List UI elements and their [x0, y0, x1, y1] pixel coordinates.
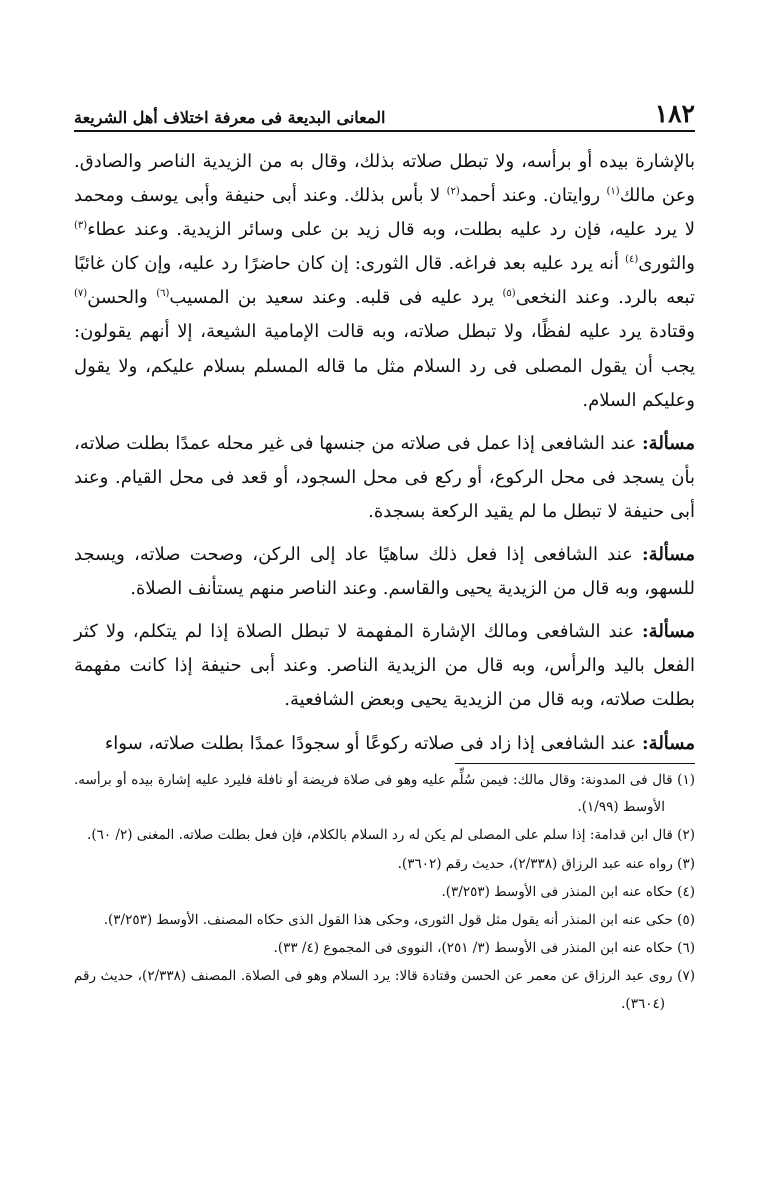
- paragraph-5: [74, 727, 695, 761]
- issue-label: مسألة:: [642, 544, 695, 566]
- paragraph-4: [74, 615, 695, 717]
- footnote-ref-1: (١): [606, 186, 620, 198]
- footnote-ref-7: (٧): [74, 288, 88, 300]
- text-segment: يرد عليه فى قلبه. وعند سعيد بن المسيب: [169, 287, 503, 309]
- footnote-divider: [455, 763, 695, 764]
- text-segment: لا بأس بذلك. وعند أبى حنيفة وأبى يوسف ومحمد لا يرد عليه، فإن رد عليه بطلت، وبه قال زيد بن على وسائر الزيدية. وعند عطاء: [74, 185, 695, 241]
- text-segment: روايتان. وعند أحمد: [459, 185, 607, 207]
- issue-label: مسألة:: [642, 621, 695, 643]
- main-text: [74, 145, 695, 770]
- paragraph-text: عند الشافعى إذا عمل فى صلاته من جنسها فى غير محله عمدًا بطلت صلاته، بأن يسجد فى محل الركوع، أو ركع فى محل السجود، أو قعد فى محل القيام. وعند أبى حنيفة لا تبطل ما لم يقيد الركعة بسجدة.: [74, 432, 695, 522]
- issue-label: مسألة:: [642, 432, 695, 454]
- footnote-6: (٦) حكاه عنه ابن المنذر فى الأوسط (٣/ ٢٥١)، النووى فى المجموع (٤/ ٣٣).: [273, 940, 695, 957]
- issue-label: مسألة:: [642, 732, 695, 754]
- footnote-3: (٣) رواه عنه عبد الرزاق (٢/٣٣٨)، حديث رقم (٣٦٠٢).: [397, 855, 695, 872]
- footnote-4: (٤) حكاه عنه ابن المنذر فى الأوسط (٣/٢٥٣).: [441, 883, 695, 900]
- footnote-ref-4: (٤): [625, 254, 639, 266]
- footnotes: [74, 767, 695, 1019]
- running-title: المعانى البديعة فى معرفة اختلاف أهل الشريعة: [74, 108, 386, 127]
- text-segment: وقتادة يرد عليه لفظًا، ولا تبطل صلاته، وبه قالت الإمامية الشيعة، إلا أنهم يقولون: يجب أن يقول المصلى فى رد السلام مثل ما قاله المسلم بسلام عليكم، ولا يقول وعليكم السلام.: [74, 321, 695, 411]
- text-segment: والثورى: [638, 253, 695, 275]
- footnote-ref-2: (٢): [446, 186, 460, 198]
- page-number: ١٨٢: [654, 99, 695, 128]
- paragraph-1: [74, 145, 695, 418]
- paragraph-3: [74, 538, 695, 606]
- paragraph-2: [74, 427, 695, 529]
- text-segment: والحسن: [87, 287, 157, 309]
- footnote-2: (٢) قال ابن قدامة: إذا سلم على المصلى لم يكن له رد السلام بالكلام، فإن فعل بطلت صلاته. المغنى (٢/ ٦٠).: [87, 827, 695, 844]
- footnote-5: (٥) حكى عنه ابن المنذر أنه يقول مثل قول الثورى، وحكى هذا القول الذى حكاه المصنف. الأوسط (٣/٢٥٣).: [103, 912, 695, 929]
- footnote-ref-5: (٥): [502, 288, 516, 300]
- footnote-ref-3: (٣): [74, 220, 88, 232]
- text-segment: أنه يرد عليه بعد فراغه. قال الثورى: إن كان حاضرًا رد عليه، وإن كان غائبًا تبعه بالرد. وعند النخعى: [74, 253, 695, 309]
- footnote-1: (١) قال فى المدونة: وقال مالك: فيمن سُلِّم عليه وهو فى صلاة فريضة أو نافلة فليرد عليه إشارة بيده أو برأسه. الأوسط (١/٩٩).: [74, 772, 695, 816]
- footnote-ref-6: (٦): [156, 288, 170, 300]
- paragraph-text: عند الشافعى إذا زاد فى صلاته ركوعًا أو سجودًا عمدًا بطلت صلاته، سواء: [104, 732, 643, 754]
- paragraph-text: عند الشافعى ومالك الإشارة المفهمة لا تبطل الصلاة إذا لم يتكلم، ولا كثر الفعل باليد والرأس، وبه قال من الزيدية الناصر. وعند أبى حنيفة إذا كانت مفهمة بطلت صلاته، وبه قال من الزيدية يحيى وبعض الشافعية.: [74, 621, 695, 711]
- text-segment: بالإشارة بيده أو برأسه، ولا تبطل صلاته بذلك، وقال به من الزيدية الناصر والصادق. وعن مالك: [74, 151, 696, 207]
- footnote-7: (٧) روى عبد الرزاق عن معمر عن الحسن وقتادة قالا: يرد السلام وهو فى الصلاة. المصنف (٢/٣٣٨)، حديث رقم (٣٦٠٤).: [74, 968, 695, 1012]
- paragraph-text: عند الشافعى إذا فعل ذلك ساهيًا عاد إلى الركن، وصحت صلاته، ويسجد للسهو، وبه قال من الزيدية يحيى والقاسم. وعند الناصر منهم يستأنف الصلاة.: [74, 544, 695, 600]
- page-header: [74, 92, 695, 132]
